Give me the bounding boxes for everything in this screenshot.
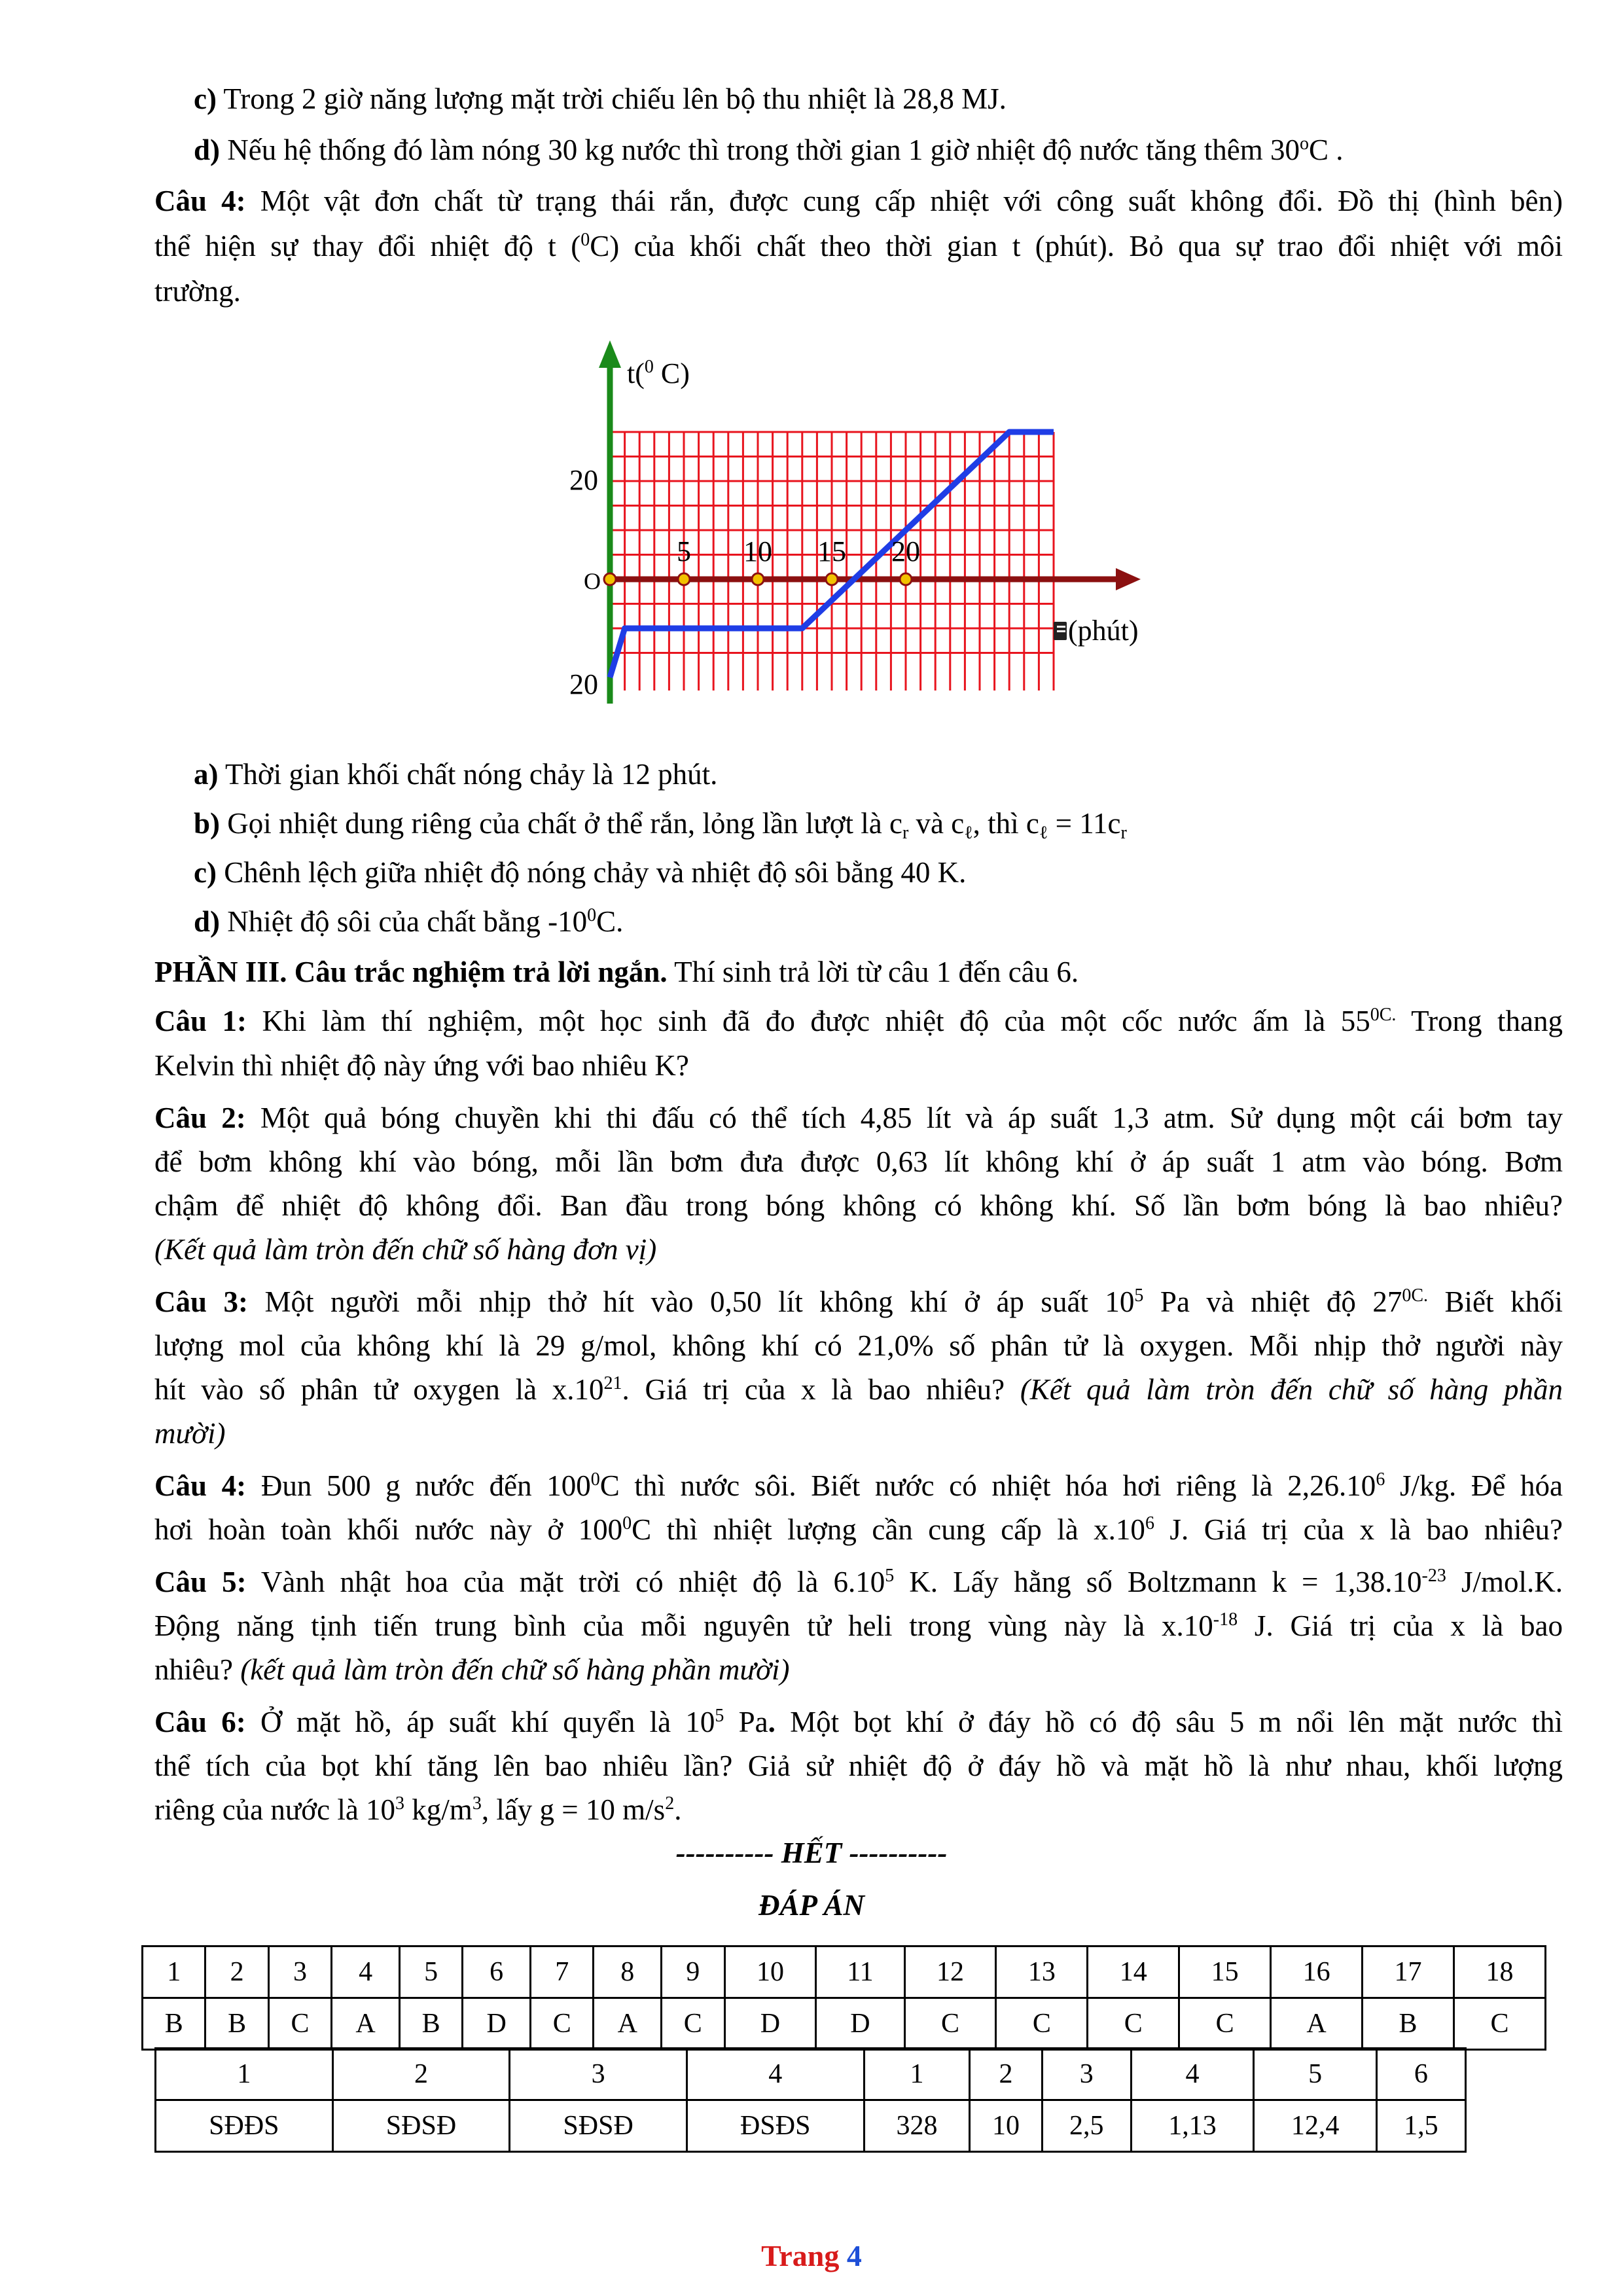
p3q2-note: (Kết quả làm tròn đến chữ số hàng đơn vị) (154, 1233, 657, 1266)
x-tick-label: 10 (743, 535, 772, 567)
y-axis-arrow (599, 340, 621, 368)
question-number-cell: 1 (864, 2049, 970, 2100)
question-number-cell: 14 (1088, 1946, 1179, 1998)
answer-cell: B (399, 1998, 462, 2050)
answer-cell: B (205, 1998, 268, 2050)
q3-option-c: c) Trong 2 giờ năng lượng mặt trời chiếu lên bộ thu nhiệt là 28,8 MJ. (194, 82, 1007, 115)
answer-cell: 1,13 (1131, 2100, 1254, 2152)
q4-option-d: d) Nhiệt độ sôi của chất bằng $-10^0C$. (194, 905, 624, 938)
answer-cell: SĐĐS (156, 2100, 333, 2152)
question-number-cell: 17 (1363, 1946, 1454, 1998)
question-number-cell: 2 (970, 2049, 1042, 2100)
q4-option-c: c) Chênh lệch giữa nhiệt độ nóng chảy và nhiệt độ sôi bằng 40 K. (194, 856, 967, 889)
q4-option-b: b) Gọi nhiệt dung riêng của chất ở thể rắn, lỏng lần lượt là $c_r$ và $c_\ell$, thì $c_\ell = 11c_r$ (194, 807, 1127, 843)
p3q4-line-2: hơi hoàn toàn khối nước này ở $100^0C$ thì nhiệt lượng cần cung cấp là $x.10^6$ J. Giá trị của x là bao nhiêu? (154, 1513, 1563, 1546)
x-tick-label: 5 (677, 535, 691, 567)
question-number-cell: 2 (205, 1946, 268, 1998)
x-axis-label: (phút) (1068, 615, 1139, 647)
p3q6-line-2: thể tích của bọt khí tăng lên bao nhiêu lần? Giả sử nhiệt độ ở đáy hồ và mặt hồ là như nhau, khối lượng (154, 1749, 1563, 1782)
question-number-cell: 5 (399, 1946, 462, 1998)
y-axis-label: t($^0$ C) (627, 357, 690, 389)
question-number-cell: 8 (594, 1946, 662, 1998)
x-tick-marker (826, 573, 838, 585)
p3q3-line-2: lượng mol của không khí là 29 g/mol, không khí có 21,0% số phân tử là oxygen. Mỗi nhịp thở người này (154, 1329, 1563, 1362)
answer-table-part1-numbers (143, 1946, 1546, 1998)
answer-cell: 328 (864, 2100, 970, 2152)
x-tick-marker (900, 573, 912, 585)
answer-cell: C (904, 1998, 996, 2050)
answer-cell: C (996, 1998, 1088, 2050)
answer-cell: D (463, 1998, 531, 2050)
answer-cell: A (594, 1998, 662, 2050)
answer-cell: D (724, 1998, 816, 2050)
question-number-cell: 18 (1454, 1946, 1545, 1998)
q4-line-3: trường. (154, 275, 241, 308)
answer-table-part2-3-numbers (156, 2049, 1466, 2100)
p3q2-line-2: để bơm không khí vào bóng, mỗi lần bơm đưa được 0,63 lít không khí ở áp suất 1 atm vào bóng. Bơm (154, 1145, 1563, 1178)
question-number-cell: 4 (332, 1946, 400, 1998)
p3q2-line-1: Câu 2: Một quả bóng chuyền khi thi đấu có thể tích 4,85 lít và áp suất 1,3 atm. Sử dụng một cái bơm tay (154, 1102, 1563, 1134)
question-number-cell: 9 (662, 1946, 724, 1998)
question-number-cell: 5 (1254, 2049, 1377, 2100)
y-tick-top: 20 (569, 464, 598, 496)
question-number-cell: 11 (816, 1946, 904, 1998)
p3q6-line-1: Câu 6: Ở mặt hồ, áp suất khí quyển là $10^5$ Pa. Một bọt khí ở đáy hồ có độ sâu 5 m nổi lên mặt nước thì (154, 1706, 1563, 1738)
footer-label: Trang (761, 2239, 840, 2272)
question-number-cell: 2 (332, 2049, 510, 2100)
answer-cell: C (268, 1998, 331, 2050)
page-icon (1054, 622, 1067, 640)
question-number-cell: 13 (996, 1946, 1088, 1998)
answer-cell: A (1271, 1998, 1363, 2050)
temperature-time-graph (537, 340, 1165, 720)
x-axis-arrow (1116, 568, 1141, 590)
question-number-cell: 6 (463, 1946, 531, 1998)
p3q1-line-2: Kelvin thì nhiệt độ này ứng với bao nhiêu K? (154, 1049, 689, 1082)
p3q6-line-3: riêng của nước là $10^3$ $kg/m^3$, lấy g = 10 $m/s^2$. (154, 1793, 682, 1826)
answer-cell: SĐSĐ (510, 2100, 687, 2152)
answer-table-part1 (141, 1945, 1546, 2051)
page-number: 4 (846, 2239, 862, 2272)
question-number-cell: 15 (1179, 1946, 1271, 1998)
q4-line-2: thể hiện sự thay đổi nhiệt độ t ($^0$C) của khối chất theo thời gian t (phút). Bỏ qua sự trao đổi nhiệt với môi (154, 230, 1563, 262)
p3q4-line-1: Câu 4: Đun 500 g nước đến $100^0C$ thì nước sôi. Biết nước có nhiệt hóa hơi riêng là 2,26.10$^6$ J/kg. Để hóa (154, 1469, 1563, 1502)
answer-cell: 10 (970, 2100, 1042, 2152)
answer-table-part1-answers (143, 1998, 1546, 2050)
answer-cell: B (143, 1998, 205, 2050)
answer-cell: 1,5 (1376, 2100, 1465, 2152)
question-number-cell: 10 (724, 1946, 816, 1998)
p3q5-line-2: Động năng tịnh tiến trung bình của mỗi nguyên tử heli trong vùng này là $x.10^{-18}$ J. Giá trị của x là bao (154, 1609, 1563, 1642)
p3q2-line-3: chậm để nhiệt độ không đổi. Ban đầu trong bóng không có không khí. Số lần bơm bóng là bao nhiêu? (154, 1189, 1563, 1222)
p3q3-line-3: hít vào số phân tử oxygen là $x.10^{21}$. Giá trị của x là bao nhiêu? (Kết quả làm tròn đến chữ số hàng phần (154, 1373, 1563, 1406)
question-number-cell: 1 (143, 1946, 205, 1998)
question-number-cell: 3 (1042, 2049, 1131, 2100)
question-number-cell: 6 (1376, 2049, 1465, 2100)
question-number-cell: 7 (531, 1946, 594, 1998)
answer-cell: C (1454, 1998, 1545, 2050)
question-number-cell: 3 (510, 2049, 687, 2100)
y-tick-bottom: 20 (569, 668, 598, 700)
answer-cell: C (1179, 1998, 1271, 2050)
answer-table-part2-3 (154, 2047, 1467, 2153)
x-tick-label: 15 (817, 535, 846, 567)
answer-cell: C (531, 1998, 594, 2050)
part3-header: PHẦN III. Câu trắc nghiệm trả lời ngắn. Thí sinh trả lời từ câu 1 đến câu 6. (154, 956, 1079, 988)
end-mark: ---------- HẾT ---------- (675, 1837, 948, 1869)
answer-cell: D (816, 1998, 904, 2050)
p3q5-line-3: nhiêu? (kết quả làm tròn đến chữ số hàng phần mười) (154, 1653, 790, 1686)
answer-cell: A (332, 1998, 400, 2050)
origin-label: O (584, 568, 601, 594)
answer-cell: B (1363, 1998, 1454, 2050)
p3q1-line-1: Câu 1: Khi làm thí nghiệm, một học sinh đã đo được nhiệt độ của một cốc nước ấm là $55^{0C.}$ Trong thang (154, 1005, 1563, 1037)
q4-line-1: Câu 4: Một vật đơn chất từ trạng thái rắn, được cung cấp nhiệt với công suất không đổi. Đồ thị (hình bên) (154, 185, 1563, 217)
p3q3-line-1: Câu 3: Một người mỗi nhịp thở hít vào 0,50 lít không khí ở áp suất $10^5$ Pa và nhiệt độ $27^{0C.}$ Biết khối (154, 1285, 1563, 1318)
q4-option-a: a) Thời gian khối chất nóng chảy là 12 phút. (194, 758, 718, 791)
answer-cell: SĐSĐ (332, 2100, 510, 2152)
question-number-cell: 3 (268, 1946, 331, 1998)
answer-table-part2-3-answers (156, 2100, 1466, 2152)
answer-title: ĐÁP ÁN (758, 1889, 865, 1922)
question-number-cell: 12 (904, 1946, 996, 1998)
x-tick-marker (678, 573, 690, 585)
question-number-cell: 4 (687, 2049, 864, 2100)
x-tick-marker (752, 573, 764, 585)
origin-marker (604, 573, 616, 585)
question-number-cell: 4 (1131, 2049, 1254, 2100)
answer-cell: 2,5 (1042, 2100, 1131, 2152)
question-number-cell: 16 (1271, 1946, 1363, 1998)
p3q3-line-4: mười) (154, 1417, 226, 1450)
p3q5-line-1: Câu 5: Vành nhật hoa của mặt trời có nhiệt độ là 6.10$^5$ K. Lấy hằng số Boltzmann $k = 1,38.10^{-23}$ J/mol.K. (154, 1566, 1563, 1598)
answer-cell: ĐSĐS (687, 2100, 864, 2152)
q3-option-d: d) Nếu hệ thống đó làm nóng 30 kg nước thì trong thời gian 1 giờ nhiệt độ nước tăng thêm 30$^o$C . (194, 134, 1344, 166)
answer-cell: C (662, 1998, 724, 2050)
answer-cell: C (1088, 1998, 1179, 2050)
page-footer (0, 2238, 1623, 2273)
answer-cell: 12,4 (1254, 2100, 1377, 2152)
question-number-cell: 1 (156, 2049, 333, 2100)
x-tick-label: 20 (891, 535, 920, 567)
